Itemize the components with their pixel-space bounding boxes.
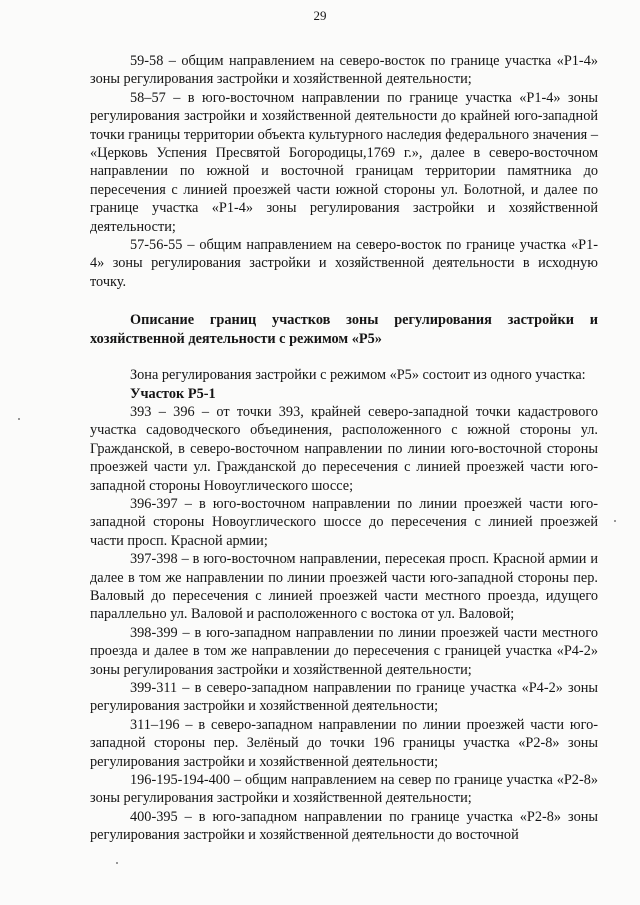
- subsection-heading: Участок Р5-1: [130, 385, 216, 402]
- page-number: 29: [313, 8, 327, 23]
- paragraph: 196-195-194-400 – общим направлением на север по границе участка «Р2-8» зоны регулирования застройки и хозяйственной деятельности;: [90, 772, 598, 807]
- scan-speck: [18, 418, 20, 420]
- scan-speck: [116, 862, 118, 864]
- scan-speck: [614, 520, 616, 522]
- paragraph: 311–196 – в северо-западном направлении по линии проезжей части юго-западной стороны пер. Зелёный до точки 196 границы участка «Р2-8» зоны регулирования застройки и хозяйственной деятельности;: [90, 716, 598, 770]
- document-body: [90, 52, 598, 845]
- paragraph: 399-311 – в северо-западном направлении по границе участка «Р4-2» зоны регулирования застройки и хозяйственной деятельности;: [90, 680, 598, 715]
- paragraph: 59-58 – общим направлением на северо-восток по границе участка «Р1-4» зоны регулирования застройки и хозяйственной деятельности;: [90, 53, 598, 88]
- paragraph: 393 – 396 – от точки 393, крайней северо-западной точки кадастрового участка садоводческого объединения, расположенного с южной стороны ул. Гражданской, в северо-восточном направлении по линии юго-восточной стороны проезжей части ул. Гражданской до пересечения с линией проезжей части юго-западной стороны Новоуглического шоссе;: [90, 403, 598, 494]
- paragraph: 397-398 – в юго-восточном направлении, пересекая просп. Красной армии и далее в том же направлении по линии проезжей части юго-западной стороны пер. Валовый до пересечения с линией проезжей части местного проезда, идущего параллельно ул. Валовой и расположенного с востока от ул. Валовой;: [90, 551, 598, 623]
- paragraph: 57-56-55 – общим направлением на северо-восток по границе участка «Р1-4» зоны регулирования застройки и хозяйственной деятельности в исходную точку.: [90, 237, 598, 290]
- paragraph: 398-399 – в юго-западном направлении по линии проезжей части местного проезда и далее в том же направлении до пересечения с границей участка «Р4-2» зоны регулирования застройки и хозяйственной деятельности;: [90, 624, 598, 678]
- section-heading: Описание границ участков зоны регулирования застройки и хозяйственной деятельности с режимом «Р5»: [90, 312, 598, 347]
- paragraph: 58–57 – в юго-восточном направлении по границе участка «Р1-4» зоны регулирования застройки и хозяйственной деятельности до крайней юго-западной точки границы территории объекта культурного наследия федерального значения – «Церковь Успения Пресвятой Богородицы,1769 г.», далее в северо-восточном направлении по южной и восточной границам территории памятника до пересечения с линией проезжей части южной стороны ул. Болотной, и далее по границе участка «Р1-4» зоны регулирования застройки и хозяйственной деятельности;: [90, 89, 598, 235]
- intro-paragraph: Зона регулирования застройки с режимом «Р5» состоит из одного участка:: [130, 367, 586, 384]
- paragraph: 400-395 – в юго-западном направлении по границе участка «Р2-8» зоны регулирования застройки и хозяйственной деятельности до восточной: [90, 808, 598, 844]
- paragraph: 396-397 – в юго-восточном направлении по линии проезжей части юго-западной стороны Новоуглического шоссе до пересечения с линией проезжей части просп. Красной армии;: [90, 495, 598, 549]
